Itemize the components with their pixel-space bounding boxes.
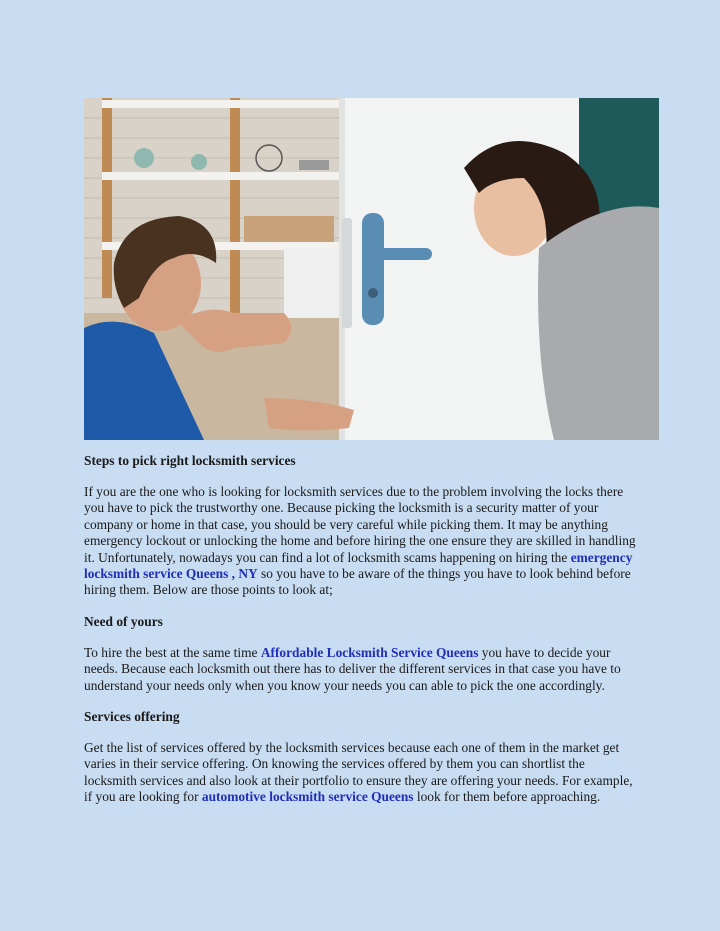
heading-need: Need of yours xyxy=(84,613,163,629)
paragraph-intro xyxy=(84,484,640,599)
paragraph-need xyxy=(84,645,640,694)
paragraph-services xyxy=(84,740,640,806)
heading-services: Services offering xyxy=(84,709,180,725)
paragraph-need-text-a: To hire the best at the same time xyxy=(84,644,258,660)
link-automotive-locksmith[interactable]: automotive locksmith service Queens xyxy=(201,789,414,805)
article-body xyxy=(84,452,640,820)
hero-photo-locksmith xyxy=(84,98,659,440)
paragraph-intro-text-b: so you have to be aware of the things you have to look behind before hiring them. Below are those points to look at; xyxy=(84,566,631,598)
paragraph-need-text-b: you have to decide your needs. Because each locksmith out there has to deliver the different services in that case you have to understand your needs only when you know your needs you can able to pick the one accordingly. xyxy=(84,644,621,693)
paragraph-services-text-b: look for them before approaching. xyxy=(416,789,601,805)
paragraph-intro-text-a: If you are the one who is looking for locksmith services due to the problem involving the locks there you have to pick the trustworthy one. Because picking the locksmith is a security matter of your company or home in that case, you should be very careful while picking them. It may be anything emergency lockout or unlocking the home and before hiring the one ensure they are skilled in handling it. Unfortunately, nowadays you can find a lot of locksmith scams happening on hiring the xyxy=(84,484,636,565)
paragraph-services-text-a: Get the list of services offered by the locksmith services because each one of them in the market get varies in their service offering. On knowing the services offered by them you can shortlist the locksmith services and also look at their portfolio to ensure they are offering your needs. For example, if you are looking for xyxy=(84,740,633,805)
link-affordable-locksmith[interactable]: Affordable Locksmith Service Queens xyxy=(260,644,479,660)
link-emergency-locksmith[interactable]: emergency locksmith service Queens , NY xyxy=(84,549,633,582)
heading-steps: Steps to pick right locksmith services xyxy=(84,453,296,468)
